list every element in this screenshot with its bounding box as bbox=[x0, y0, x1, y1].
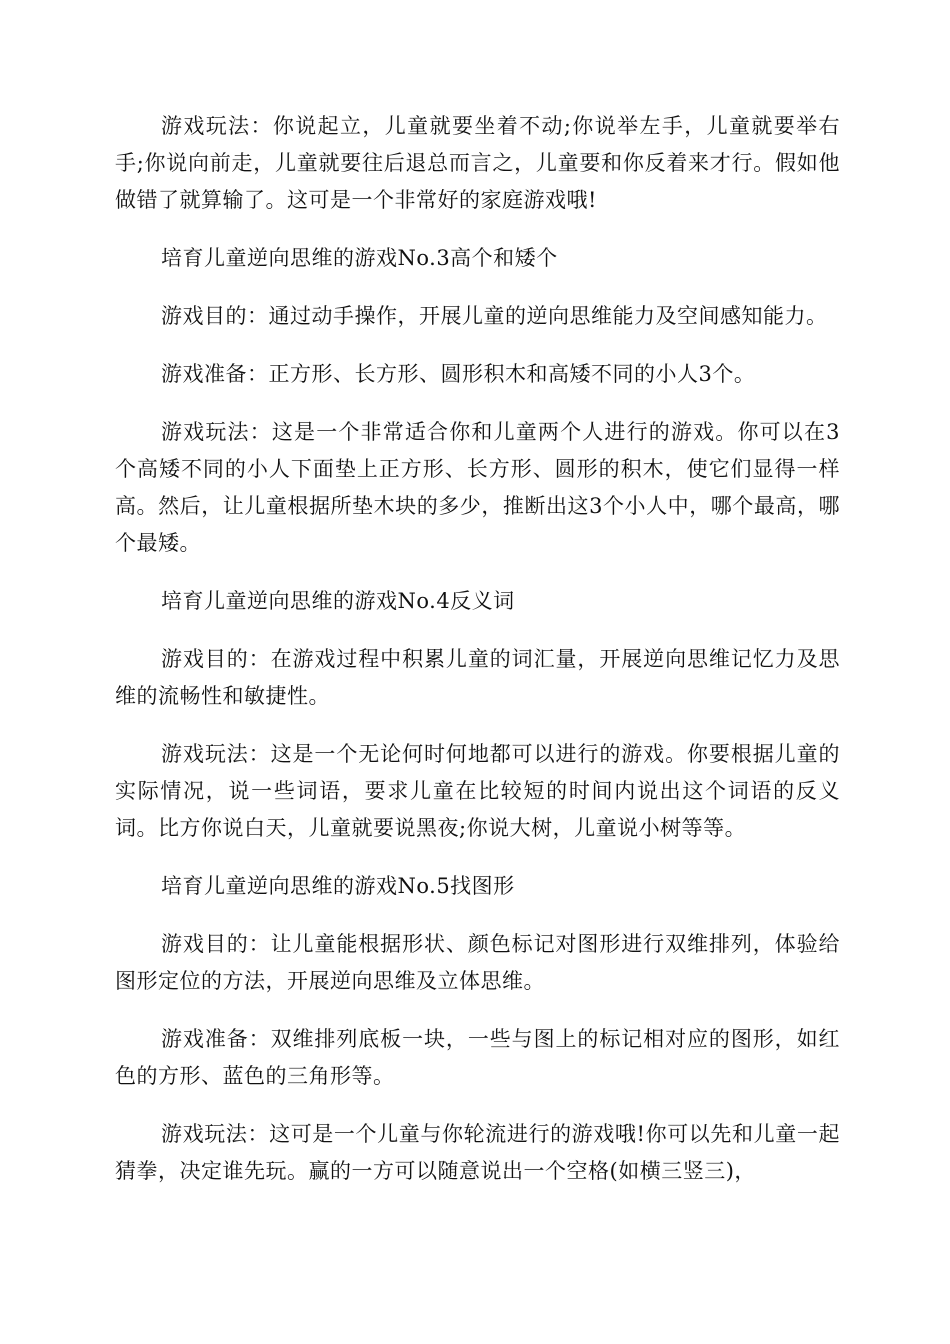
section-heading-game-5: 培育儿童逆向思维的游戏No.5找图形 bbox=[161, 874, 515, 898]
document-body bbox=[115, 108, 840, 1211]
paragraph-goal-4: 游戏目的：在游戏过程中积累儿童的词汇量，开展逆向思维记忆力及思维的流畅性和敏捷性。 bbox=[115, 647, 840, 708]
paragraph-goal-3: 游戏目的：通过动手操作，开展儿童的逆向思维能力及空间感知能力。 bbox=[161, 304, 828, 328]
paragraph-prep-5: 游戏准备：双维排列底板一块，一些与图上的标记相对应的图形，如红色的方形、蓝色的三角形等。 bbox=[115, 1027, 840, 1088]
paragraph-gameplay-4: 游戏玩法：这是一个无论何时何地都可以进行的游戏。你要根据儿童的实际情况，说一些词语，要求儿童在比较短的时间内说出这个词语的反义词。比方你说白天，儿童就要说黑夜;你说大树，儿童说小树等等。 bbox=[115, 742, 840, 840]
paragraph-gameplay-1: 游戏玩法：你说起立，儿童就要坐着不动;你说举左手，儿童就要举右手;你说向前走，儿童就要往后退总而言之，儿童要和你反着来才行。假如他做错了就算输了。这可是一个非常好的家庭游戏哦! bbox=[115, 114, 840, 212]
section-heading-game-3: 培育儿童逆向思维的游戏No.3高个和矮个 bbox=[161, 246, 558, 270]
paragraph-gameplay-3: 游戏玩法：这是一个非常适合你和儿童两个人进行的游戏。你可以在3个高矮不同的小人下面垫上正方形、长方形、圆形的积木，使它们显得一样高。然后，让儿童根据所垫木块的多少，推断出这3个小人中，哪个最高，哪个最矮。 bbox=[115, 420, 840, 555]
paragraph-goal-5: 游戏目的：让儿童能根据形状、颜色标记对图形进行双维排列，体验给图形定位的方法，开展逆向思维及立体思维。 bbox=[115, 932, 840, 993]
paragraph-prep-3: 游戏准备：正方形、长方形、圆形积木和高矮不同的小人3个。 bbox=[161, 362, 756, 386]
section-heading-game-4: 培育儿童逆向思维的游戏No.4反义词 bbox=[161, 589, 515, 613]
paragraph-gameplay-5: 游戏玩法：这可是一个儿童与你轮流进行的游戏哦!你可以先和儿童一起猜拳，决定谁先玩。赢的一方可以随意说出一个空格(如横三竖三)， bbox=[115, 1122, 840, 1183]
